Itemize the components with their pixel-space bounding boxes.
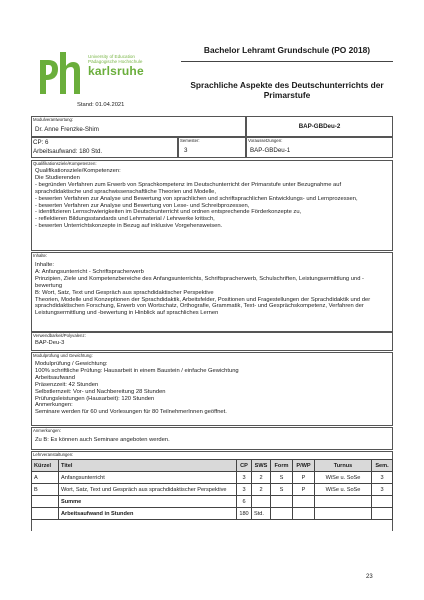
usability-label: Verwendbarkeit/Polyvalenz: [33, 333, 86, 338]
cell-cp: 3 [237, 472, 252, 484]
cell-sem: 3 [372, 484, 393, 496]
qualifications-label: Qualifikationsziele/Kompetenzen: [33, 161, 97, 166]
module-code-box [246, 116, 393, 137]
cell-pwp: P [293, 484, 315, 496]
program-title: Bachelor Lehramt Grundschule (PO 2018) [203, 45, 371, 55]
prereq-value: BAP-GBDeu-1 [250, 147, 291, 154]
module-title: Sprachliche Aspekte des Deutschunterrichts der Primarstufe [190, 80, 384, 100]
module-code: BAP-GBDeu-2 [298, 123, 341, 130]
exam-label: Modulprüfung und Gewichtung: [33, 353, 93, 358]
cell-kuerzel: A [32, 472, 59, 484]
courses-table [31, 459, 393, 520]
semester-label: Semester: [180, 138, 200, 143]
cell-cp: 3 [237, 484, 252, 496]
cp-value: CP: 6 [33, 139, 49, 146]
qualifications-text: Qualifikationsziele/Kompetenzen: Die Studierenden - begründen Verfahren zum Erwerb von Sprachkompetenz im Deutschunterricht der Primarstufe unter Bezugnahme auf sprachdidaktische und sprachwissenschaftliche Theorien und Modelle, - bewerten Verfahren zur Analyse und Bewertung von sprachlichen und schriftsprachlichen Entwicklungs- und Lernprozessen, - bewerten Verfahren zur Analyse und Bewertung von Lese- und Schreibprozessen, - identifizieren Lernschwierigkeiten im Deutschunterricht und ordnen entsprechende Förderkonzepte zu, - reflektieren Bildungsstandards und Lehrmaterial / Lehrwerke kritisch, - bewerten Unterrichtskonzepte in Bezug auf inklusive Vorgehensweisen. [35, 168, 358, 230]
cell-kuerzel: B [32, 484, 59, 496]
courses-label: Lehrveranstaltungen: [33, 452, 74, 457]
contents-box [31, 252, 393, 332]
prereq-label: Voraussetzungen: [248, 138, 283, 143]
sum-row [32, 496, 393, 508]
table-row [32, 472, 393, 484]
cell-sem: 3 [372, 472, 393, 484]
university-line-en: University of Education [88, 54, 135, 59]
cell-form: S [271, 484, 293, 496]
cell-pwp: P [293, 472, 315, 484]
usability-text: BAP-Deu-3 [35, 340, 65, 346]
cell-form: S [271, 472, 293, 484]
col-pwp: P/WP [293, 460, 315, 472]
sum-cp: 6 [237, 496, 252, 508]
cell-titel: Wort, Satz, Text und Gespräch aus sprachdidaktischer Perspektive [59, 484, 237, 496]
workload-label: Arbeitsaufwand in Stunden [59, 508, 237, 520]
brand-name: karlsruhe [88, 64, 144, 78]
contents-label: Inhalte: [33, 253, 48, 258]
courses-header-row [32, 460, 393, 472]
contents-text: Inhalte: A: Anfangsunterricht - Schriftspracherwerb Prinzipien, Ziele und Kompetenzbereiche des Anfangsunterrichts, Schriftspracherwerb, Schulschriften, Leistungsermittlung und -bewertung B: Wort, Satz, Text und Gespräch aus sprachdidaktischer Perspektive Theorien, Modelle und Konzeptionen der Sprachdidaktik, Arbeitsfelder, Positionen und Fragestellungen der Sprachdidaktik und der sprachdidaktischen Forschung, Erwerb von Wortschatz, Orthografie, Grammatik, Text- und Gesprächskompetenz, Verfahren der Leistungsermittlung und -bewertung in Hinblick auf sprachliches Lernen [35, 262, 371, 317]
col-turnus: Turnus [315, 460, 372, 472]
table-row [32, 484, 393, 496]
workload-hours: 180 [237, 508, 252, 520]
cell-turnus: WiSe u. SoSe [315, 484, 372, 496]
workload-unit: Std. [252, 508, 271, 520]
notes-label: Anmerkungen: [33, 428, 61, 433]
program-title-box [181, 40, 393, 62]
notes-text: Zu B: Es können auch Seminare angeboten werden. [35, 437, 170, 443]
cell-turnus: WiSe u. SoSe [315, 472, 372, 484]
col-sws: SWS [252, 460, 271, 472]
sum-label: Summe [59, 496, 237, 508]
university-line-de: Pädagogische Hochschule [88, 59, 143, 65]
semester-box [178, 137, 246, 158]
prereq-box [246, 137, 393, 158]
cell-titel: Anfangsunterricht [59, 472, 237, 484]
responsible-box [31, 116, 246, 137]
ph-logo [36, 50, 82, 96]
notes-box [31, 427, 393, 450]
page-number: 23 [366, 574, 373, 580]
col-sem: Sem. [372, 460, 393, 472]
responsible-value: Dr. Anne Frenzke-Shim [35, 126, 99, 133]
usability-box [31, 332, 393, 351]
exam-box [31, 352, 393, 426]
col-titel: Titel [59, 460, 237, 472]
col-kuerzel: Kürzel [32, 460, 59, 472]
col-cp: CP [237, 460, 252, 472]
cp-box [31, 137, 178, 158]
cell-sws: 2 [252, 484, 271, 496]
workload-value: Arbeitsaufwand: 180 Std. [33, 148, 103, 155]
workload-row [32, 508, 393, 520]
qualifications-box [31, 160, 393, 251]
col-form: Form [271, 460, 293, 472]
semester-value: 3 [184, 147, 188, 154]
stand-date: Stand: 01.04.2021 [77, 102, 125, 108]
responsible-label: Modulverantwortung: [33, 117, 74, 122]
exam-text: Modulprüfung / Gewichtung: 100% schriftliche Prüfung: Hausarbeit in einem Baustein / einfache Gewichtung Arbeitsaufwand Präsenzzeit: 42 Stunden Selbstlernzeit: Vor- und Nachbereitung 28 Stunden Prüfungsleistungen (Hausarbeit): 120 Stunden Anmerkungen: Seminare werden für 60 und Vorlesungen für 80 TeilnehmerInnen geöffnet. [35, 361, 239, 416]
cell-sws: 2 [252, 472, 271, 484]
